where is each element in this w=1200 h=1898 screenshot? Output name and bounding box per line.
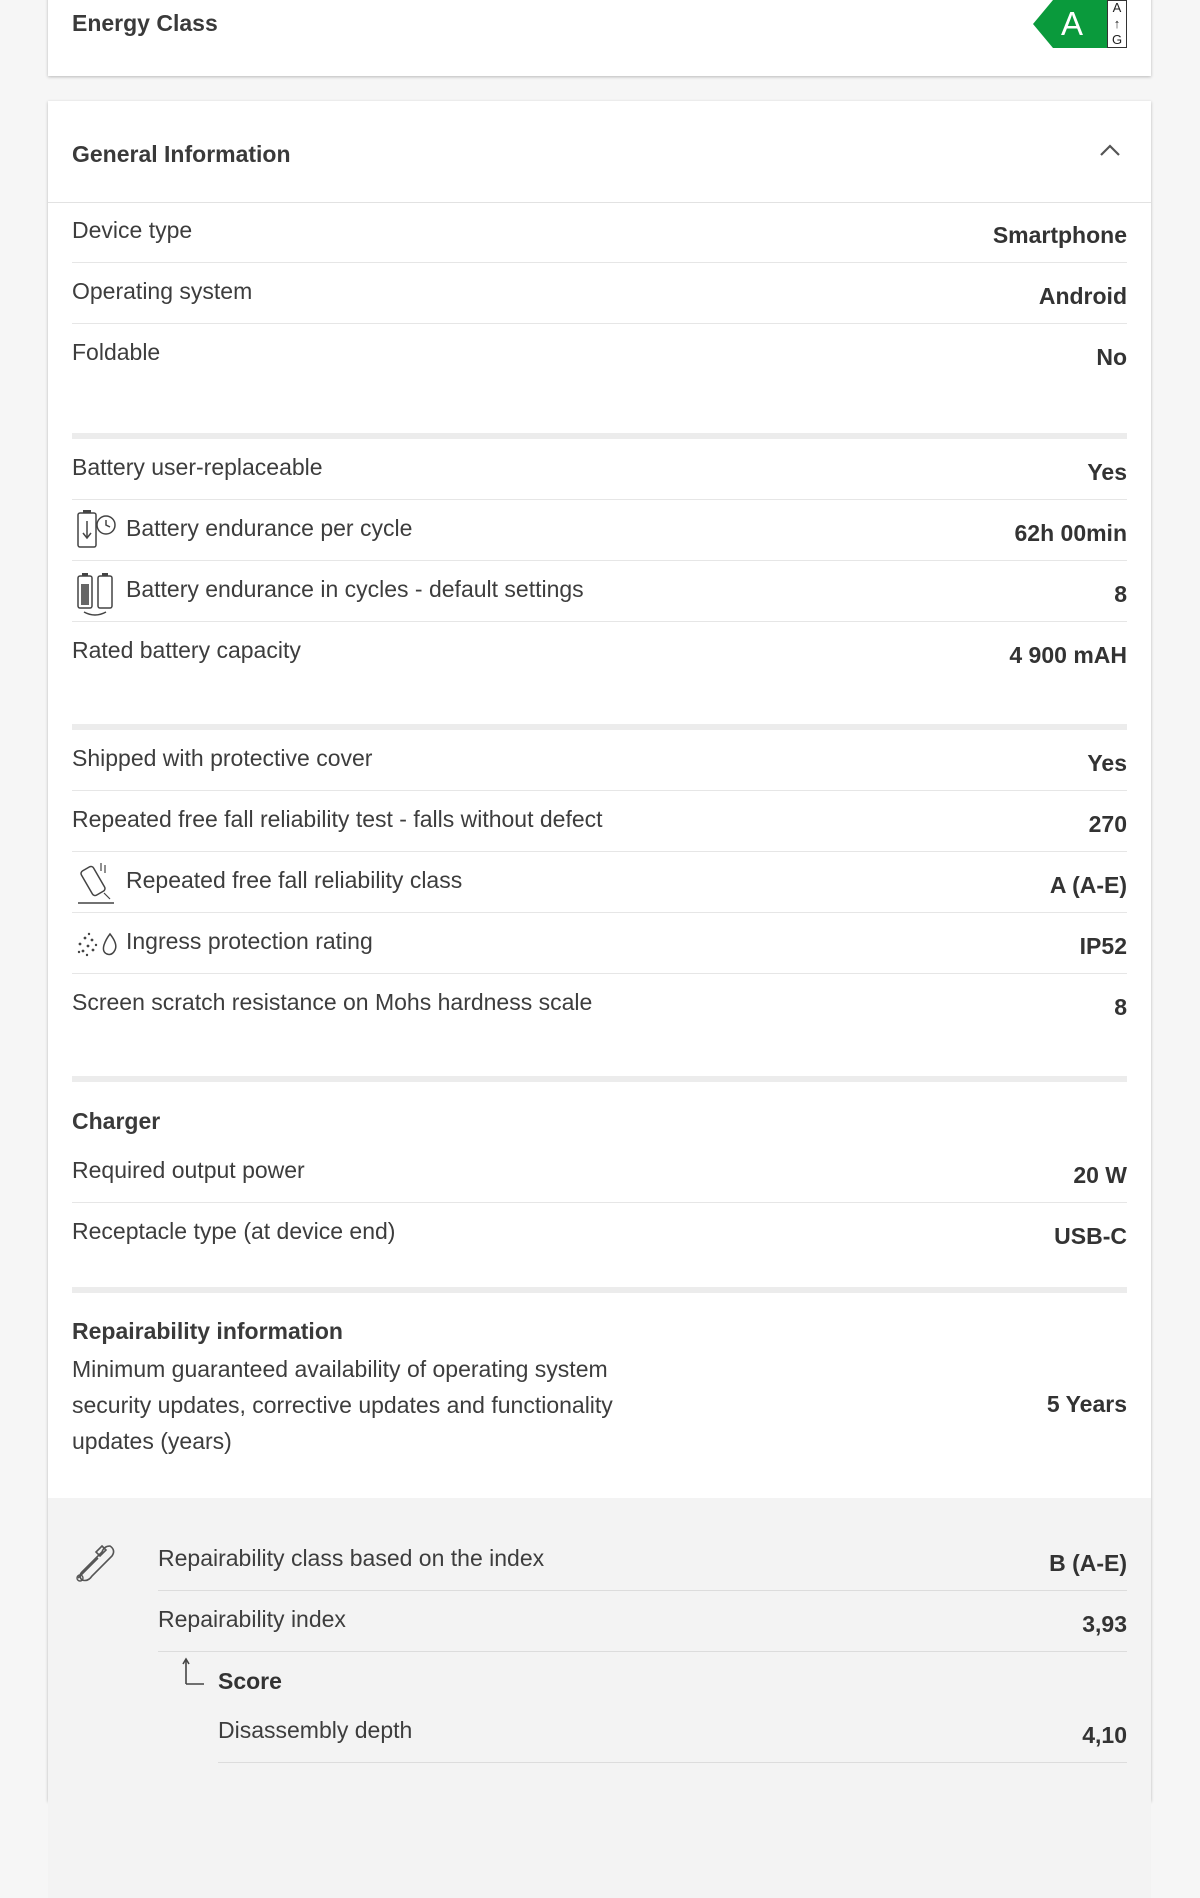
spec-label: Operating system bbox=[72, 278, 253, 304]
chevron-up-icon[interactable] bbox=[1099, 143, 1121, 157]
spec-value: Smartphone bbox=[992, 222, 1127, 248]
spec-value: 270 bbox=[1088, 811, 1127, 837]
spec-label: Battery endurance per cycle bbox=[126, 515, 413, 541]
spec-row bbox=[218, 1702, 1127, 1763]
battery-cycle-icon bbox=[74, 570, 118, 618]
battery-clock-icon bbox=[74, 509, 118, 553]
spec-label: Screen scratch resistance on Mohs hardness scale bbox=[72, 989, 593, 1015]
spec-label: Repeated free fall reliability test - falls without defect bbox=[72, 806, 603, 832]
spec-row bbox=[72, 730, 1127, 791]
spec-value: Android bbox=[1038, 283, 1127, 309]
energy-class-letter: A bbox=[1061, 5, 1084, 42]
updates-row bbox=[72, 1351, 1127, 1461]
dust-water-icon bbox=[74, 922, 122, 966]
repairability-index-box bbox=[48, 1498, 1151, 1898]
spec-label: Device type bbox=[72, 217, 193, 243]
updates-label: Minimum guaranteed availability of operating system security updates, corrective updates and functionality updates (years) bbox=[72, 1356, 613, 1454]
device-section bbox=[72, 202, 1127, 384]
general-information-card bbox=[48, 101, 1151, 1801]
battery-section bbox=[72, 439, 1127, 682]
spec-value: Yes bbox=[1087, 459, 1127, 485]
spec-value: IP52 bbox=[1079, 933, 1127, 959]
spec-row bbox=[72, 1203, 1127, 1263]
spec-value: No bbox=[1096, 344, 1127, 370]
spec-row bbox=[72, 974, 1127, 1034]
spec-label: Repairability index bbox=[158, 1606, 346, 1632]
spec-value: A (A-E) bbox=[1049, 872, 1127, 898]
spec-row bbox=[72, 263, 1127, 324]
spec-value: 8 bbox=[1114, 994, 1127, 1020]
spec-row bbox=[72, 324, 1127, 384]
durability-section bbox=[72, 730, 1127, 1034]
spec-value: B (A-E) bbox=[1049, 1550, 1127, 1576]
spec-label: Receptacle type (at device end) bbox=[72, 1218, 396, 1244]
spec-value: USB-C bbox=[1054, 1223, 1127, 1249]
spec-value: Yes bbox=[1087, 750, 1127, 776]
spec-value: 3,93 bbox=[1082, 1611, 1127, 1637]
spec-row bbox=[72, 913, 1127, 974]
spec-label: Repeated free fall reliability class bbox=[126, 867, 463, 893]
spec-value: 4 900 mAH bbox=[1009, 642, 1127, 668]
energy-scale bbox=[1107, 0, 1127, 48]
scale-top: A bbox=[1112, 0, 1122, 15]
spec-label: Rated battery capacity bbox=[72, 637, 301, 663]
spec-row bbox=[158, 1591, 1127, 1652]
spec-label: Shipped with protective cover bbox=[72, 745, 373, 771]
spec-row bbox=[72, 1142, 1127, 1203]
spec-row bbox=[158, 1530, 1127, 1591]
general-information-header[interactable] bbox=[48, 101, 1151, 203]
updates-value: 5 Years bbox=[1046, 1391, 1127, 1417]
spec-row bbox=[72, 852, 1127, 913]
spec-label: Foldable bbox=[72, 339, 161, 365]
spec-label: Repairability class based on the index bbox=[158, 1545, 545, 1571]
spec-row bbox=[72, 500, 1127, 561]
spec-value: 62h 00min bbox=[1014, 520, 1127, 546]
energy-class-card bbox=[48, 0, 1151, 76]
spec-value: 8 bbox=[1114, 581, 1127, 607]
spec-value: 4,10 bbox=[1082, 1722, 1127, 1748]
spec-label: Ingress protection rating bbox=[126, 928, 373, 954]
spec-row bbox=[72, 202, 1127, 263]
repairability-section bbox=[72, 1293, 1127, 1461]
tools-icon bbox=[72, 1540, 118, 1586]
energy-class-arrow bbox=[1033, 0, 1107, 48]
spec-row bbox=[72, 791, 1127, 852]
spec-value: 20 W bbox=[1073, 1162, 1127, 1188]
score-label: Score bbox=[218, 1668, 282, 1694]
spec-row bbox=[72, 439, 1127, 500]
spec-label: Required output power bbox=[72, 1157, 305, 1183]
spec-label: Battery user-replaceable bbox=[72, 454, 323, 480]
charger-title: Charger bbox=[72, 1108, 161, 1134]
energy-class-badge[interactable] bbox=[1033, 0, 1127, 48]
spec-label: Disassembly depth bbox=[218, 1717, 413, 1743]
repairability-title: Repairability information bbox=[72, 1318, 343, 1344]
charger-section bbox=[72, 1082, 1127, 1263]
scale-arrow-icon: ↑ bbox=[1113, 16, 1121, 31]
energy-class-title: Energy Class bbox=[72, 10, 218, 36]
general-information-title: General Information bbox=[72, 141, 291, 167]
falling-phone-icon bbox=[74, 861, 118, 907]
score-row bbox=[158, 1652, 1127, 1702]
repairability-rows bbox=[158, 1530, 1127, 1763]
scale-bottom: G bbox=[1111, 32, 1123, 47]
spec-label: Battery endurance in cycles - default settings bbox=[126, 576, 584, 602]
spec-row bbox=[72, 561, 1127, 622]
spec-row bbox=[72, 622, 1127, 682]
corner-arrow-icon bbox=[182, 1656, 206, 1686]
